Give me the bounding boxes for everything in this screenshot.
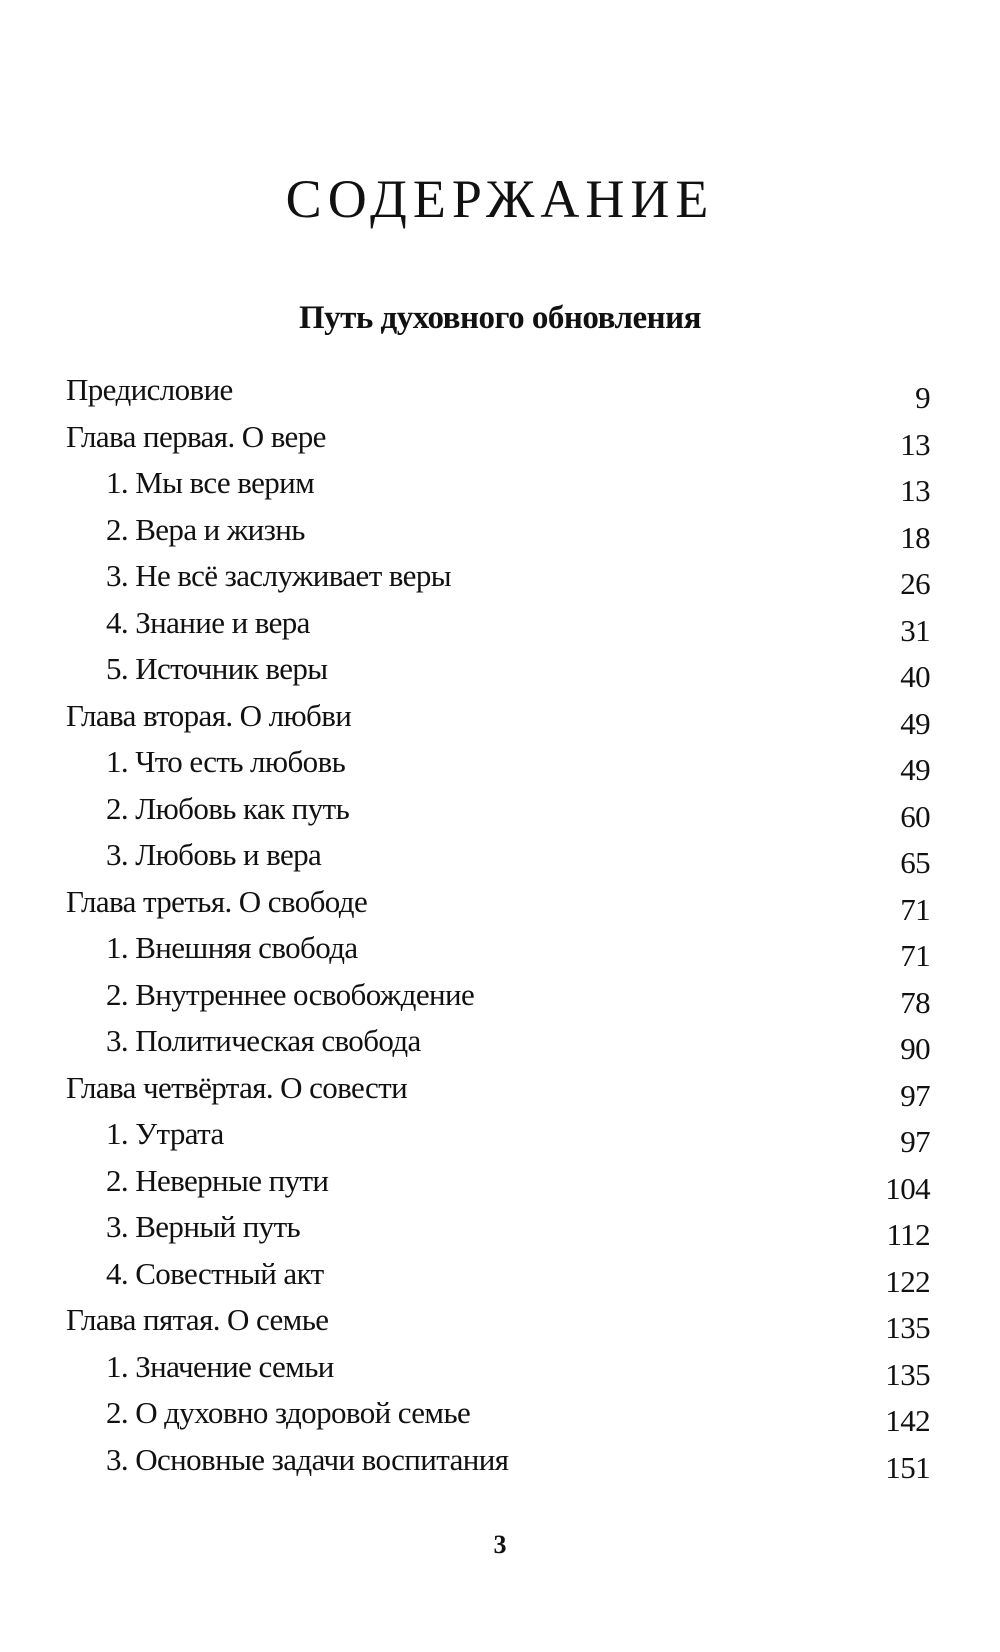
toc-entry-title: 3. Политическая свобода [106,1023,421,1058]
toc-entry-title: 3. Верный путь [106,1209,301,1244]
toc-chapter-entry [0,1304,1000,1351]
toc-entry-title: 1. Что есть любовь [106,744,346,779]
toc-section-entry [0,839,1000,886]
toc-entry-page: 135 [885,1310,930,1345]
toc-entry-title: 2. Неверные пути [106,1162,329,1198]
toc-section-entry [0,1162,1000,1212]
toc-entry-title: 3. Любовь и вера [106,837,322,872]
page-title: СОДЕРЖАНИЕ [285,169,715,229]
toc-entry-page: 65 [900,845,930,880]
toc-entry-title: 3. Не всё заслуживает веры [106,558,451,593]
toc-entry-page: 122 [885,1263,930,1299]
toc-section-entry [0,1348,1000,1398]
toc-chapter-entry [0,374,1000,421]
toc-section-entry [0,604,1000,654]
page-number: 3 [493,1530,507,1559]
toc-entry-page: 49 [900,705,930,741]
toc-entry-page: 97 [900,1124,930,1159]
toc-entry-page: 71 [900,938,930,973]
toc-entry-title: 2. Вера и жизнь [106,511,305,547]
toc-section-entry [0,790,1000,840]
toc-section-entry [0,976,1000,1026]
toc-entry-page: 31 [900,612,930,648]
toc-entry-title: 5. Источник веры [106,651,328,686]
toc-entry-page: 142 [885,1403,930,1438]
toc-entry-page: 104 [885,1170,930,1206]
toc-entry-title: 4. Совестный акт [106,1255,324,1291]
toc-entry-title: 1. Мы все верим [106,465,315,500]
toc-section-entry [0,1211,1000,1258]
toc-entry-title: 1. Внешняя свобода [106,930,358,965]
toc-entry-page: 90 [900,1031,930,1066]
toc-entry-page: 13 [900,426,930,462]
toc-entry-page: 13 [900,473,930,508]
toc-section-entry [0,1441,1000,1491]
toc-section-entry [0,467,1000,514]
toc-entry-page: 60 [900,798,930,834]
toc-section-entry [0,932,1000,979]
toc-section-entry [0,560,1000,607]
toc-section-entry [0,653,1000,700]
toc-entry-title: Глава пятая. О семье [66,1302,329,1337]
toc-chapter-entry [0,1069,1000,1119]
toc-entry-title: 2. Любовь как путь [106,790,350,826]
toc-entry-page: 97 [900,1077,930,1113]
toc-entry-title: 2. О духовно здоровой семье [106,1395,471,1430]
toc-entry-title: Глава вторая. О любви [66,697,352,733]
toc-section-entry [0,1397,1000,1444]
toc-entry-title: Предисловие [66,372,233,407]
toc-chapter-entry [0,697,1000,747]
toc-section-entry [0,511,1000,561]
toc-entry-page: 135 [885,1356,930,1392]
toc-section-entry [0,746,1000,793]
toc-entry-title: 3. Основные задачи воспитания [106,1441,509,1477]
toc-chapter-entry [0,418,1000,468]
toc-section-entry [0,1255,1000,1305]
part-title: Путь духовного обновления [298,300,702,336]
toc-entry-title: 1. Утрата [106,1116,224,1151]
toc-entry-page: 71 [900,891,930,927]
toc-entry-page: 49 [900,752,930,787]
toc-entry-title: Глава четвёртая. О совести [66,1069,408,1105]
toc-entry-page: 78 [900,984,930,1020]
toc-section-entry [0,1025,1000,1072]
toc-entry-page: 9 [915,380,930,415]
toc-entry-page: 26 [900,566,930,601]
table-of-contents [0,374,1000,1490]
toc-entry-title: 4. Знание и вера [106,604,310,640]
toc-entry-page: 112 [886,1217,930,1252]
toc-entry-title: Глава первая. О вере [66,418,326,454]
toc-entry-title: 2. Внутреннее освобождение [106,976,475,1012]
toc-entry-page: 40 [900,659,930,694]
toc-entry-title: 1. Значение семьи [106,1348,334,1384]
toc-entry-page: 151 [885,1449,930,1485]
toc-section-entry [0,1118,1000,1165]
toc-entry-title: Глава третья. О свободе [66,883,368,919]
toc-chapter-entry [0,883,1000,933]
toc-entry-page: 18 [900,519,930,555]
